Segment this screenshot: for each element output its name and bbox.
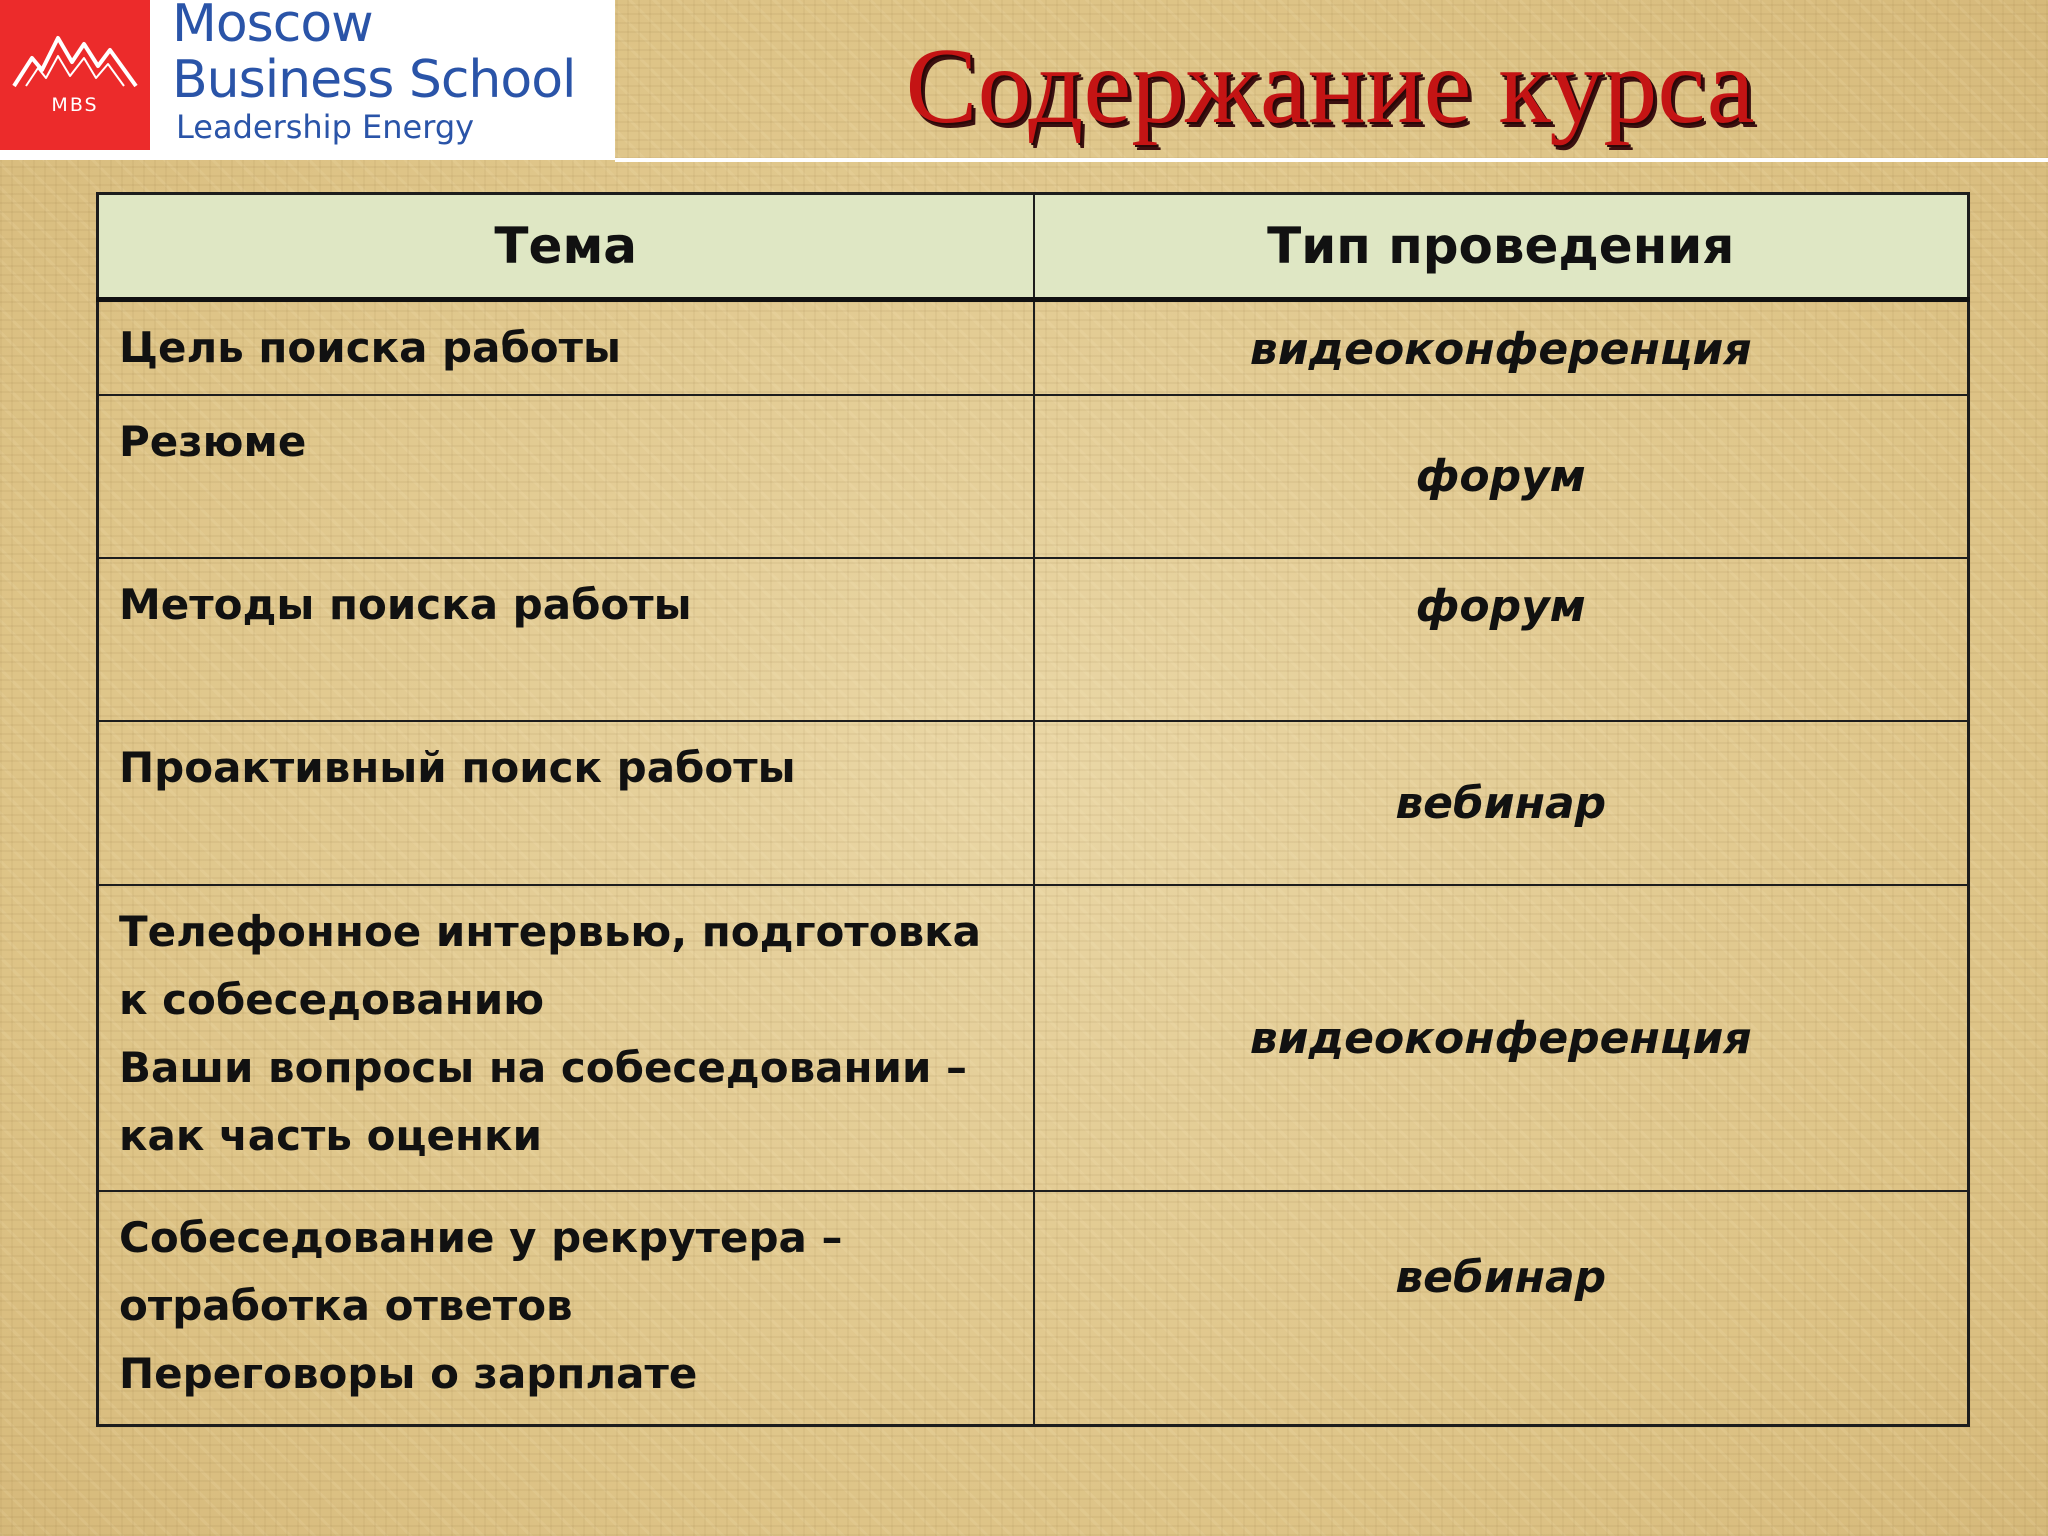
logo — [0, 0, 615, 160]
table-row — [98, 558, 1969, 721]
logo-line-business-school: Business School — [172, 50, 576, 110]
topic-cell: Собеседование у рекрутера – отработка ответов Переговоры о зарплате — [98, 1191, 1034, 1425]
topic-cell: Телефонное интервью, подготовка к собеседованию Ваши вопросы на собеседовании – как часть оценки — [98, 885, 1034, 1191]
topic-cell: Цель поиска работы — [98, 300, 1034, 396]
topic-cell: Методы поиска работы — [98, 558, 1034, 721]
table-row — [98, 1191, 1969, 1425]
title-divider — [615, 158, 2048, 162]
slide-title: Содержание курса — [905, 27, 1755, 146]
type-cell: форум — [1034, 395, 1969, 558]
mountains-icon — [0, 0, 150, 150]
type-cell: видеоконференция — [1034, 885, 1969, 1191]
header-topic: Тема — [98, 194, 1034, 300]
logo-abbr: MBS — [51, 94, 99, 116]
type-cell: вебинар — [1034, 721, 1969, 885]
table-row — [98, 721, 1969, 885]
table-row — [98, 395, 1969, 558]
logo-line-moscow: Moscow — [172, 0, 373, 54]
table-header-row — [98, 194, 1969, 300]
type-cell: вебинар — [1034, 1191, 1969, 1425]
topic-cell: Проактивный поиск работы — [98, 721, 1034, 885]
course-table — [96, 192, 1970, 1427]
table-row — [98, 300, 1969, 396]
header-type: Тип проведения — [1034, 194, 1969, 300]
type-cell: форум — [1034, 558, 1969, 721]
topic-cell: Резюме — [98, 395, 1034, 558]
logo-wordmark — [172, 0, 575, 146]
type-cell: видеоконференция — [1034, 300, 1969, 396]
logo-tagline: Leadership Energy — [176, 108, 475, 146]
logo-mark — [0, 0, 150, 150]
table-row — [98, 885, 1969, 1191]
